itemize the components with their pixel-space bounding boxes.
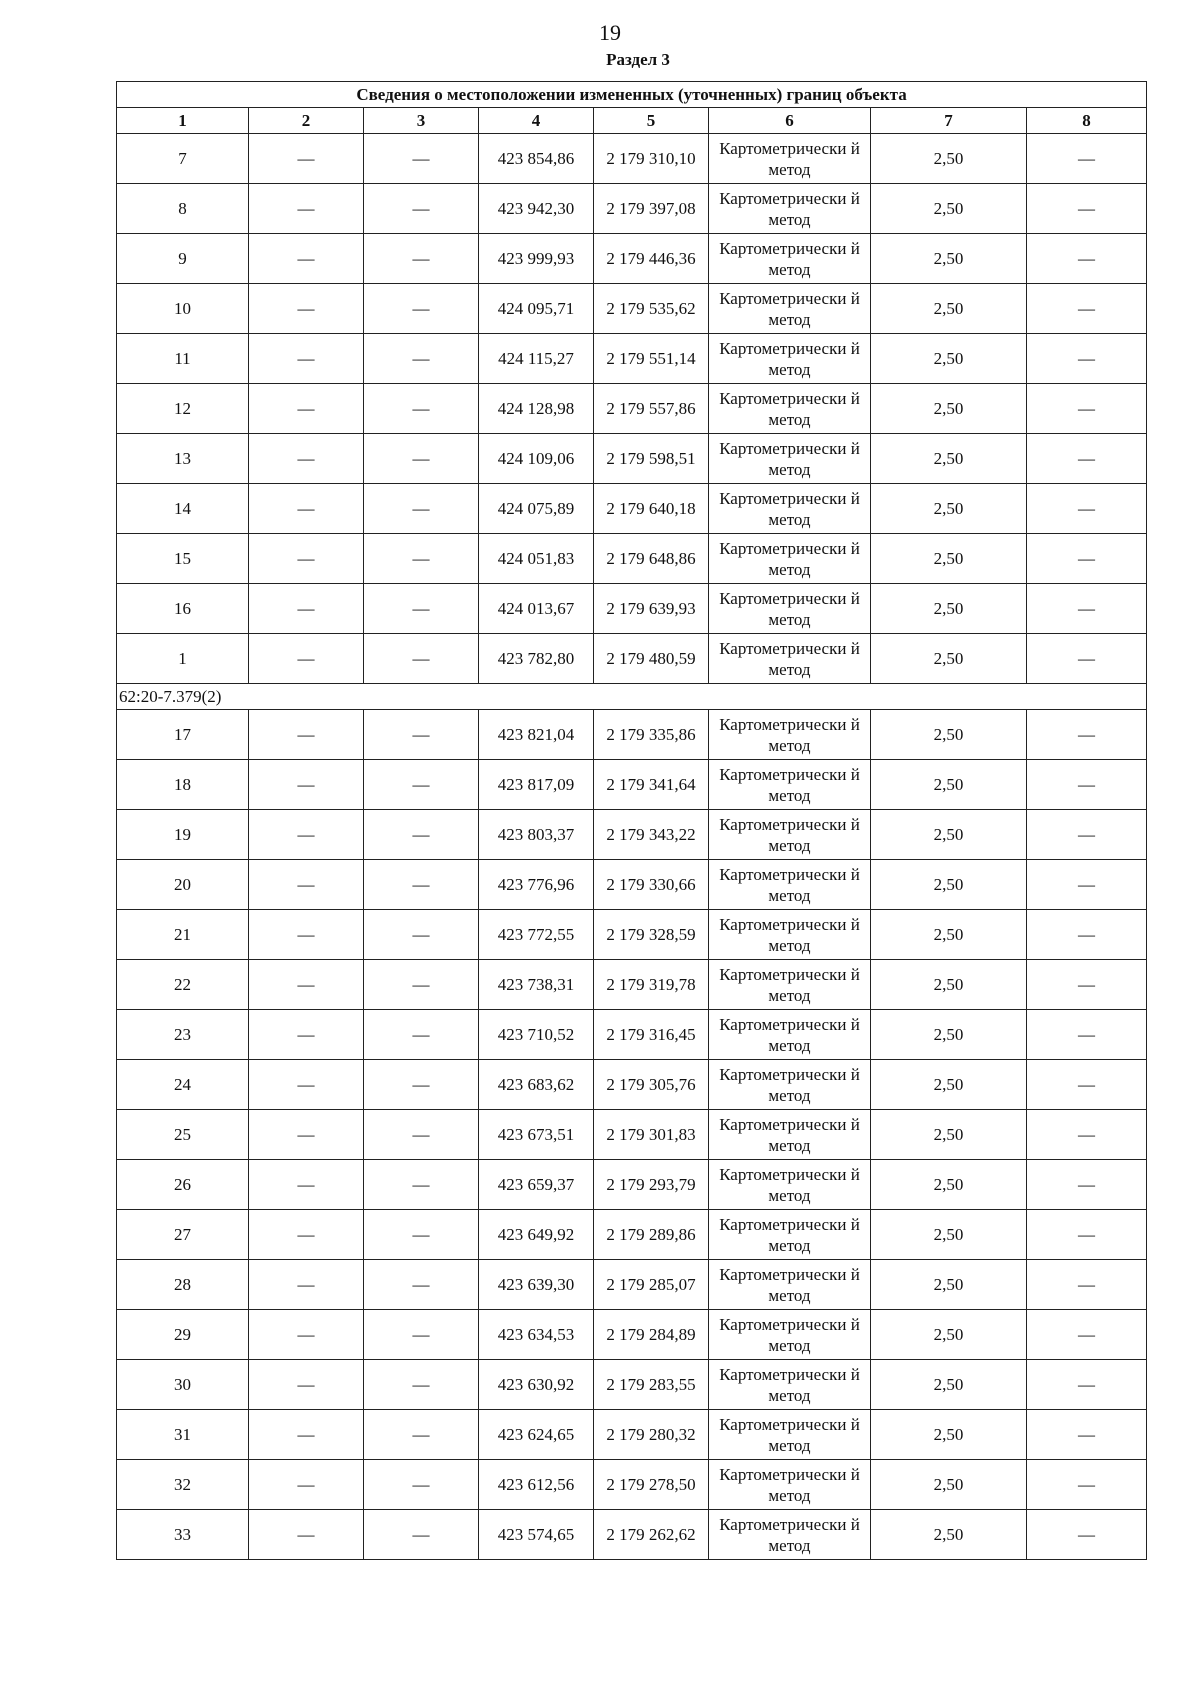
x-coordinate-cell: 423 710,52 bbox=[479, 1010, 594, 1060]
col8-cell: — bbox=[1027, 284, 1147, 334]
x-coordinate-cell: 424 095,71 bbox=[479, 284, 594, 334]
y-coordinate-cell: 2 179 648,86 bbox=[594, 534, 709, 584]
x-coordinate-cell: 424 115,27 bbox=[479, 334, 594, 384]
point-number-cell: 26 bbox=[117, 1160, 249, 1210]
method-cell: Картометрически й метод bbox=[709, 284, 871, 334]
y-coordinate-cell: 2 179 551,14 bbox=[594, 334, 709, 384]
table-row bbox=[117, 484, 1147, 534]
col3-cell: — bbox=[364, 960, 479, 1010]
y-coordinate-cell: 2 179 316,45 bbox=[594, 1010, 709, 1060]
point-number-cell: 25 bbox=[117, 1110, 249, 1160]
col3-cell: — bbox=[364, 710, 479, 760]
table-row bbox=[117, 184, 1147, 234]
y-coordinate-cell: 2 179 335,86 bbox=[594, 710, 709, 760]
col2-cell: — bbox=[249, 910, 364, 960]
col8-cell: — bbox=[1027, 1010, 1147, 1060]
col3-cell: — bbox=[364, 534, 479, 584]
y-coordinate-cell: 2 179 640,18 bbox=[594, 484, 709, 534]
col3-cell: — bbox=[364, 434, 479, 484]
col3-cell: — bbox=[364, 1010, 479, 1060]
method-cell: Картометрически й метод bbox=[709, 1210, 871, 1260]
point-number-cell: 15 bbox=[117, 534, 249, 584]
point-number-cell: 12 bbox=[117, 384, 249, 434]
col2-cell: — bbox=[249, 634, 364, 684]
col8-cell: — bbox=[1027, 1410, 1147, 1460]
y-coordinate-cell: 2 179 285,07 bbox=[594, 1260, 709, 1310]
method-cell: Картометрически й метод bbox=[709, 910, 871, 960]
column-number: 1 bbox=[117, 108, 249, 134]
col3-cell: — bbox=[364, 1360, 479, 1410]
col8-cell: — bbox=[1027, 1460, 1147, 1510]
x-coordinate-cell: 424 109,06 bbox=[479, 434, 594, 484]
point-number-cell: 16 bbox=[117, 584, 249, 634]
column-number-row bbox=[117, 108, 1147, 134]
col2-cell: — bbox=[249, 1310, 364, 1360]
point-number-cell: 19 bbox=[117, 810, 249, 860]
table-row bbox=[117, 1460, 1147, 1510]
table-row bbox=[117, 960, 1147, 1010]
y-coordinate-cell: 2 179 283,55 bbox=[594, 1360, 709, 1410]
col8-cell: — bbox=[1027, 234, 1147, 284]
col3-cell: — bbox=[364, 1110, 479, 1160]
col2-cell: — bbox=[249, 384, 364, 434]
col2-cell: — bbox=[249, 434, 364, 484]
col2-cell: — bbox=[249, 860, 364, 910]
x-coordinate-cell: 423 772,55 bbox=[479, 910, 594, 960]
col2-cell: — bbox=[249, 1510, 364, 1560]
x-coordinate-cell: 423 673,51 bbox=[479, 1110, 594, 1160]
method-cell: Картометрически й метод bbox=[709, 634, 871, 684]
col2-cell: — bbox=[249, 184, 364, 234]
x-coordinate-cell: 423 574,65 bbox=[479, 1510, 594, 1560]
col3-cell: — bbox=[364, 1410, 479, 1460]
table-row bbox=[117, 910, 1147, 960]
table-row bbox=[117, 1360, 1147, 1410]
col3-cell: — bbox=[364, 1460, 479, 1510]
col2-cell: — bbox=[249, 1110, 364, 1160]
col3-cell: — bbox=[364, 184, 479, 234]
column-number: 8 bbox=[1027, 108, 1147, 134]
table-row bbox=[117, 134, 1147, 184]
point-number-cell: 28 bbox=[117, 1260, 249, 1310]
table-row bbox=[117, 1060, 1147, 1110]
point-number-cell: 30 bbox=[117, 1360, 249, 1410]
point-number-cell: 24 bbox=[117, 1060, 249, 1110]
method-cell: Картометрически й метод bbox=[709, 860, 871, 910]
col3-cell: — bbox=[364, 1310, 479, 1360]
accuracy-cell: 2,50 bbox=[871, 1110, 1027, 1160]
accuracy-cell: 2,50 bbox=[871, 1360, 1027, 1410]
col2-cell: — bbox=[249, 1460, 364, 1510]
y-coordinate-cell: 2 179 262,62 bbox=[594, 1510, 709, 1560]
method-cell: Картометрически й метод bbox=[709, 810, 871, 860]
method-cell: Картометрически й метод bbox=[709, 1410, 871, 1460]
method-cell: Картометрически й метод bbox=[709, 434, 871, 484]
col3-cell: — bbox=[364, 584, 479, 634]
x-coordinate-cell: 423 630,92 bbox=[479, 1360, 594, 1410]
group-label-row bbox=[117, 684, 1147, 710]
point-number-cell: 11 bbox=[117, 334, 249, 384]
x-coordinate-cell: 423 659,37 bbox=[479, 1160, 594, 1210]
point-number-cell: 9 bbox=[117, 234, 249, 284]
col8-cell: — bbox=[1027, 910, 1147, 960]
x-coordinate-cell: 423 821,04 bbox=[479, 710, 594, 760]
table-row bbox=[117, 384, 1147, 434]
col8-cell: — bbox=[1027, 960, 1147, 1010]
accuracy-cell: 2,50 bbox=[871, 1510, 1027, 1560]
col8-cell: — bbox=[1027, 184, 1147, 234]
point-number-cell: 21 bbox=[117, 910, 249, 960]
x-coordinate-cell: 424 075,89 bbox=[479, 484, 594, 534]
table-row bbox=[117, 534, 1147, 584]
accuracy-cell: 2,50 bbox=[871, 1010, 1027, 1060]
col3-cell: — bbox=[364, 384, 479, 434]
table-row bbox=[117, 634, 1147, 684]
accuracy-cell: 2,50 bbox=[871, 1260, 1027, 1310]
y-coordinate-cell: 2 179 328,59 bbox=[594, 910, 709, 960]
accuracy-cell: 2,50 bbox=[871, 284, 1027, 334]
x-coordinate-cell: 424 013,67 bbox=[479, 584, 594, 634]
method-cell: Картометрически й метод bbox=[709, 1260, 871, 1310]
x-coordinate-cell: 423 999,93 bbox=[479, 234, 594, 284]
method-cell: Картометрически й метод bbox=[709, 234, 871, 284]
accuracy-cell: 2,50 bbox=[871, 1310, 1027, 1360]
accuracy-cell: 2,50 bbox=[871, 1460, 1027, 1510]
col8-cell: — bbox=[1027, 1310, 1147, 1360]
y-coordinate-cell: 2 179 293,79 bbox=[594, 1160, 709, 1210]
col8-cell: — bbox=[1027, 484, 1147, 534]
point-number-cell: 17 bbox=[117, 710, 249, 760]
x-coordinate-cell: 424 051,83 bbox=[479, 534, 594, 584]
col8-cell: — bbox=[1027, 634, 1147, 684]
point-number-cell: 1 bbox=[117, 634, 249, 684]
accuracy-cell: 2,50 bbox=[871, 860, 1027, 910]
y-coordinate-cell: 2 179 284,89 bbox=[594, 1310, 709, 1360]
col2-cell: — bbox=[249, 1210, 364, 1260]
col3-cell: — bbox=[364, 484, 479, 534]
col2-cell: — bbox=[249, 534, 364, 584]
accuracy-cell: 2,50 bbox=[871, 1160, 1027, 1210]
col2-cell: — bbox=[249, 1410, 364, 1460]
accuracy-cell: 2,50 bbox=[871, 960, 1027, 1010]
table-row bbox=[117, 584, 1147, 634]
table-row bbox=[117, 1110, 1147, 1160]
accuracy-cell: 2,50 bbox=[871, 184, 1027, 234]
col8-cell: — bbox=[1027, 710, 1147, 760]
method-cell: Картометрически й метод bbox=[709, 334, 871, 384]
col3-cell: — bbox=[364, 810, 479, 860]
column-number: 2 bbox=[249, 108, 364, 134]
table-row bbox=[117, 1010, 1147, 1060]
col3-cell: — bbox=[364, 334, 479, 384]
accuracy-cell: 2,50 bbox=[871, 384, 1027, 434]
table-row bbox=[117, 860, 1147, 910]
y-coordinate-cell: 2 179 480,59 bbox=[594, 634, 709, 684]
col8-cell: — bbox=[1027, 1210, 1147, 1260]
method-cell: Картометрически й метод bbox=[709, 1160, 871, 1210]
col3-cell: — bbox=[364, 1510, 479, 1560]
table-row bbox=[117, 1260, 1147, 1310]
y-coordinate-cell: 2 179 301,83 bbox=[594, 1110, 709, 1160]
y-coordinate-cell: 2 179 310,10 bbox=[594, 134, 709, 184]
x-coordinate-cell: 423 624,65 bbox=[479, 1410, 594, 1460]
method-cell: Картометрически й метод bbox=[709, 1010, 871, 1060]
accuracy-cell: 2,50 bbox=[871, 534, 1027, 584]
method-cell: Картометрически й метод bbox=[709, 1510, 871, 1560]
accuracy-cell: 2,50 bbox=[871, 1410, 1027, 1460]
col8-cell: — bbox=[1027, 760, 1147, 810]
col2-cell: — bbox=[249, 960, 364, 1010]
table-row bbox=[117, 760, 1147, 810]
boundary-coordinates-table bbox=[116, 81, 1147, 1560]
col8-cell: — bbox=[1027, 1260, 1147, 1310]
col8-cell: — bbox=[1027, 1160, 1147, 1210]
y-coordinate-cell: 2 179 535,62 bbox=[594, 284, 709, 334]
accuracy-cell: 2,50 bbox=[871, 234, 1027, 284]
x-coordinate-cell: 423 649,92 bbox=[479, 1210, 594, 1260]
accuracy-cell: 2,50 bbox=[871, 484, 1027, 534]
accuracy-cell: 2,50 bbox=[871, 334, 1027, 384]
method-cell: Картометрически й метод bbox=[709, 1110, 871, 1160]
col8-cell: — bbox=[1027, 1510, 1147, 1560]
table-row bbox=[117, 1510, 1147, 1560]
x-coordinate-cell: 424 128,98 bbox=[479, 384, 594, 434]
x-coordinate-cell: 423 803,37 bbox=[479, 810, 594, 860]
table-row bbox=[117, 1310, 1147, 1360]
table-row bbox=[117, 334, 1147, 384]
col2-cell: — bbox=[249, 584, 364, 634]
y-coordinate-cell: 2 179 639,93 bbox=[594, 584, 709, 634]
col8-cell: — bbox=[1027, 584, 1147, 634]
accuracy-cell: 2,50 bbox=[871, 584, 1027, 634]
accuracy-cell: 2,50 bbox=[871, 910, 1027, 960]
point-number-cell: 29 bbox=[117, 1310, 249, 1360]
x-coordinate-cell: 423 854,86 bbox=[479, 134, 594, 184]
table-caption: Сведения о местоположении измененных (уточненных) границ объекта bbox=[117, 82, 1147, 108]
y-coordinate-cell: 2 179 278,50 bbox=[594, 1460, 709, 1510]
x-coordinate-cell: 423 683,62 bbox=[479, 1060, 594, 1110]
col3-cell: — bbox=[364, 1060, 479, 1110]
table-caption-row bbox=[117, 82, 1147, 108]
col8-cell: — bbox=[1027, 1110, 1147, 1160]
accuracy-cell: 2,50 bbox=[871, 634, 1027, 684]
x-coordinate-cell: 423 782,80 bbox=[479, 634, 594, 684]
accuracy-cell: 2,50 bbox=[871, 134, 1027, 184]
col3-cell: — bbox=[364, 760, 479, 810]
col2-cell: — bbox=[249, 234, 364, 284]
method-cell: Картометрически й метод bbox=[709, 1060, 871, 1110]
col8-cell: — bbox=[1027, 860, 1147, 910]
col2-cell: — bbox=[249, 284, 364, 334]
y-coordinate-cell: 2 179 280,32 bbox=[594, 1410, 709, 1460]
y-coordinate-cell: 2 179 319,78 bbox=[594, 960, 709, 1010]
col2-cell: — bbox=[249, 1260, 364, 1310]
col3-cell: — bbox=[364, 910, 479, 960]
y-coordinate-cell: 2 179 557,86 bbox=[594, 384, 709, 434]
accuracy-cell: 2,50 bbox=[871, 434, 1027, 484]
accuracy-cell: 2,50 bbox=[871, 1060, 1027, 1110]
table-row bbox=[117, 1160, 1147, 1210]
point-number-cell: 31 bbox=[117, 1410, 249, 1460]
col2-cell: — bbox=[249, 810, 364, 860]
col3-cell: — bbox=[364, 1260, 479, 1310]
group-label: 62:20-7.379(2) bbox=[117, 684, 1147, 710]
method-cell: Картометрически й метод bbox=[709, 484, 871, 534]
method-cell: Картометрически й метод bbox=[709, 584, 871, 634]
accuracy-cell: 2,50 bbox=[871, 810, 1027, 860]
column-number: 3 bbox=[364, 108, 479, 134]
accuracy-cell: 2,50 bbox=[871, 1210, 1027, 1260]
x-coordinate-cell: 423 942,30 bbox=[479, 184, 594, 234]
col3-cell: — bbox=[364, 1210, 479, 1260]
table-row bbox=[117, 1210, 1147, 1260]
col2-cell: — bbox=[249, 1060, 364, 1110]
y-coordinate-cell: 2 179 397,08 bbox=[594, 184, 709, 234]
point-number-cell: 33 bbox=[117, 1510, 249, 1560]
point-number-cell: 20 bbox=[117, 860, 249, 910]
x-coordinate-cell: 423 612,56 bbox=[479, 1460, 594, 1510]
x-coordinate-cell: 423 639,30 bbox=[479, 1260, 594, 1310]
method-cell: Картометрически й метод bbox=[709, 1310, 871, 1360]
col3-cell: — bbox=[364, 284, 479, 334]
method-cell: Картометрически й метод bbox=[709, 960, 871, 1010]
col3-cell: — bbox=[364, 134, 479, 184]
method-cell: Картометрически й метод bbox=[709, 710, 871, 760]
col2-cell: — bbox=[249, 710, 364, 760]
col2-cell: — bbox=[249, 1160, 364, 1210]
method-cell: Картометрически й метод bbox=[709, 384, 871, 434]
point-number-cell: 8 bbox=[117, 184, 249, 234]
col3-cell: — bbox=[364, 860, 479, 910]
point-number-cell: 10 bbox=[117, 284, 249, 334]
col8-cell: — bbox=[1027, 434, 1147, 484]
col2-cell: — bbox=[249, 760, 364, 810]
table-row bbox=[117, 710, 1147, 760]
col8-cell: — bbox=[1027, 1360, 1147, 1410]
point-number-cell: 13 bbox=[117, 434, 249, 484]
point-number-cell: 14 bbox=[117, 484, 249, 534]
col2-cell: — bbox=[249, 1010, 364, 1060]
method-cell: Картометрически й метод bbox=[709, 760, 871, 810]
col8-cell: — bbox=[1027, 534, 1147, 584]
point-number-cell: 18 bbox=[117, 760, 249, 810]
column-number: 4 bbox=[479, 108, 594, 134]
col2-cell: — bbox=[249, 334, 364, 384]
col8-cell: — bbox=[1027, 384, 1147, 434]
accuracy-cell: 2,50 bbox=[871, 760, 1027, 810]
point-number-cell: 27 bbox=[117, 1210, 249, 1260]
y-coordinate-cell: 2 179 341,64 bbox=[594, 760, 709, 810]
col3-cell: — bbox=[364, 634, 479, 684]
section-title: Раздел 3 bbox=[606, 50, 670, 69]
point-number-cell: 7 bbox=[117, 134, 249, 184]
col3-cell: — bbox=[364, 1160, 479, 1210]
point-number-cell: 32 bbox=[117, 1460, 249, 1510]
point-number-cell: 22 bbox=[117, 960, 249, 1010]
column-number: 7 bbox=[871, 108, 1027, 134]
method-cell: Картометрически й метод bbox=[709, 1360, 871, 1410]
method-cell: Картометрически й метод bbox=[709, 1460, 871, 1510]
y-coordinate-cell: 2 179 598,51 bbox=[594, 434, 709, 484]
col2-cell: — bbox=[249, 484, 364, 534]
y-coordinate-cell: 2 179 330,66 bbox=[594, 860, 709, 910]
table-row bbox=[117, 810, 1147, 860]
column-number: 6 bbox=[709, 108, 871, 134]
y-coordinate-cell: 2 179 305,76 bbox=[594, 1060, 709, 1110]
col2-cell: — bbox=[249, 134, 364, 184]
method-cell: Картометрически й метод bbox=[709, 134, 871, 184]
x-coordinate-cell: 423 738,31 bbox=[479, 960, 594, 1010]
table-row bbox=[117, 234, 1147, 284]
table-row bbox=[117, 284, 1147, 334]
column-number: 5 bbox=[594, 108, 709, 134]
col3-cell: — bbox=[364, 234, 479, 284]
method-cell: Картометрически й метод bbox=[709, 534, 871, 584]
y-coordinate-cell: 2 179 343,22 bbox=[594, 810, 709, 860]
point-number-cell: 23 bbox=[117, 1010, 249, 1060]
x-coordinate-cell: 423 817,09 bbox=[479, 760, 594, 810]
col8-cell: — bbox=[1027, 810, 1147, 860]
y-coordinate-cell: 2 179 446,36 bbox=[594, 234, 709, 284]
page-number: 19 bbox=[599, 20, 621, 45]
x-coordinate-cell: 423 634,53 bbox=[479, 1310, 594, 1360]
y-coordinate-cell: 2 179 289,86 bbox=[594, 1210, 709, 1260]
x-coordinate-cell: 423 776,96 bbox=[479, 860, 594, 910]
method-cell: Картометрически й метод bbox=[709, 184, 871, 234]
table-row bbox=[117, 434, 1147, 484]
accuracy-cell: 2,50 bbox=[871, 710, 1027, 760]
col8-cell: — bbox=[1027, 134, 1147, 184]
col8-cell: — bbox=[1027, 334, 1147, 384]
col2-cell: — bbox=[249, 1360, 364, 1410]
table-row bbox=[117, 1410, 1147, 1460]
col8-cell: — bbox=[1027, 1060, 1147, 1110]
table-body bbox=[117, 134, 1147, 1560]
